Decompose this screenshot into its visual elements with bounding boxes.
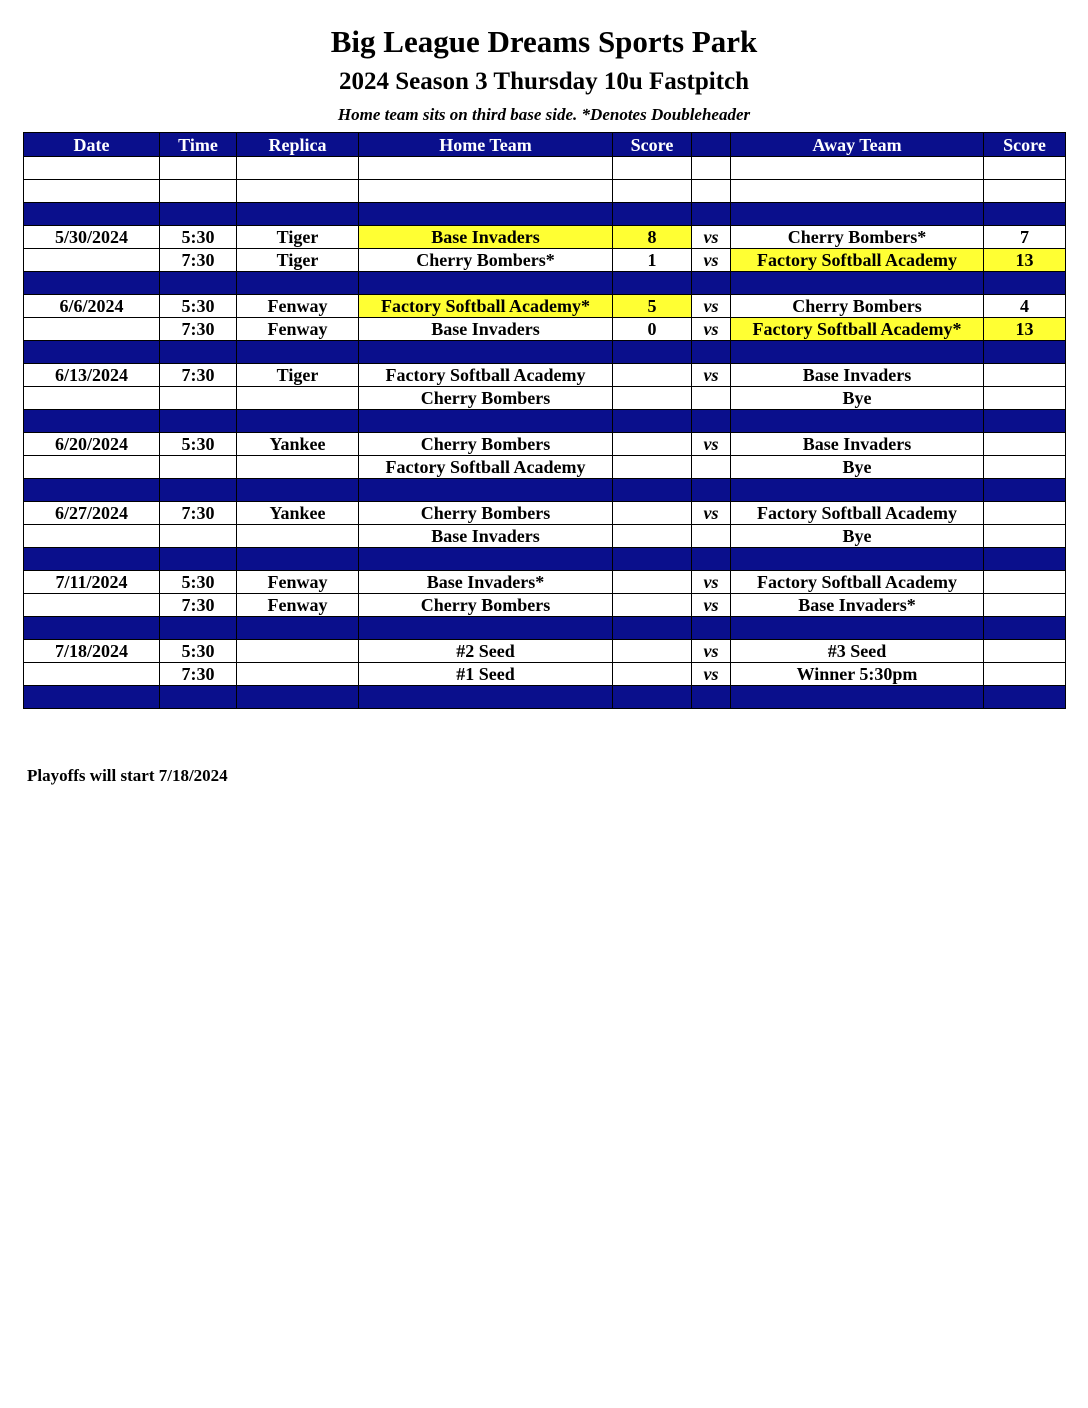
game-replica — [237, 387, 359, 410]
game-time — [160, 387, 237, 410]
away-score — [984, 387, 1066, 410]
page-subtitle: 2024 Season 3 Thursday 10u Fastpitch — [338, 68, 750, 95]
separator-row — [24, 203, 1066, 226]
game-row — [24, 318, 1066, 341]
vs-label: vs — [692, 433, 731, 456]
vs-label: vs — [692, 364, 731, 387]
vs-label: vs — [692, 318, 731, 341]
game-date: 6/13/2024 — [24, 364, 160, 387]
col-replica-header: Replica — [237, 133, 359, 157]
vs-label: vs — [692, 594, 731, 617]
home-team: Base Invaders — [359, 226, 613, 249]
away-score — [984, 640, 1066, 663]
game-time: 7:30 — [160, 663, 237, 686]
game-replica: Yankee — [237, 502, 359, 525]
game-time: 7:30 — [160, 364, 237, 387]
home-team: Base Invaders* — [359, 571, 613, 594]
away-score — [984, 456, 1066, 479]
game-time: 5:30 — [160, 640, 237, 663]
blank-row — [24, 157, 1066, 180]
away-team: Base Invaders — [731, 364, 984, 387]
away-score: 13 — [984, 249, 1066, 272]
home-score — [613, 663, 692, 686]
vs-label: vs — [692, 295, 731, 318]
game-replica: Fenway — [237, 571, 359, 594]
away-team: Base Invaders* — [731, 594, 984, 617]
home-team: Cherry Bombers — [359, 594, 613, 617]
home-score — [613, 456, 692, 479]
home-team: Cherry Bombers — [359, 502, 613, 525]
col-vs-header — [692, 133, 731, 157]
home-team: #1 Seed — [359, 663, 613, 686]
game-time — [160, 456, 237, 479]
game-date: 6/20/2024 — [24, 433, 160, 456]
vs-label: vs — [692, 640, 731, 663]
home-team: Factory Softball Academy — [359, 456, 613, 479]
game-date — [24, 663, 160, 686]
away-team: Base Invaders — [731, 433, 984, 456]
game-date — [24, 387, 160, 410]
game-row — [24, 594, 1066, 617]
game-row — [24, 525, 1066, 548]
home-score — [613, 525, 692, 548]
game-date — [24, 594, 160, 617]
home-team: Cherry Bombers — [359, 387, 613, 410]
away-team: Factory Softball Academy — [731, 571, 984, 594]
game-row — [24, 387, 1066, 410]
away-score — [984, 364, 1066, 387]
away-team: Bye — [731, 387, 984, 410]
game-date — [24, 456, 160, 479]
game-date: 7/18/2024 — [24, 640, 160, 663]
separator-row — [24, 341, 1066, 364]
home-score — [613, 387, 692, 410]
away-score: 4 — [984, 295, 1066, 318]
game-row — [24, 502, 1066, 525]
game-row — [24, 640, 1066, 663]
away-team: Bye — [731, 525, 984, 548]
blank-row — [24, 180, 1066, 203]
game-time: 5:30 — [160, 226, 237, 249]
home-score: 5 — [613, 295, 692, 318]
game-replica: Tiger — [237, 364, 359, 387]
home-team: Cherry Bombers — [359, 433, 613, 456]
away-team: Factory Softball Academy — [731, 502, 984, 525]
game-row — [24, 571, 1066, 594]
game-date: 7/11/2024 — [24, 571, 160, 594]
vs-label — [692, 456, 731, 479]
away-team: #3 Seed — [731, 640, 984, 663]
away-score — [984, 594, 1066, 617]
home-score — [613, 594, 692, 617]
game-date: 5/30/2024 — [24, 226, 160, 249]
vs-label: vs — [692, 571, 731, 594]
home-team: Base Invaders — [359, 318, 613, 341]
col-away-score-header: Score — [984, 133, 1066, 157]
game-row — [24, 663, 1066, 686]
away-team: Bye — [731, 456, 984, 479]
separator-row — [24, 272, 1066, 295]
home-team: Factory Softball Academy* — [359, 295, 613, 318]
col-date-header: Date — [24, 133, 160, 157]
game-replica: Tiger — [237, 226, 359, 249]
game-date: 6/6/2024 — [24, 295, 160, 318]
home-team: Factory Softball Academy — [359, 364, 613, 387]
game-row — [24, 249, 1066, 272]
vs-label: vs — [692, 663, 731, 686]
away-team: Cherry Bombers — [731, 295, 984, 318]
vs-label: vs — [692, 226, 731, 249]
game-row — [24, 456, 1066, 479]
game-row — [24, 295, 1066, 318]
separator-row — [24, 410, 1066, 433]
col-home-header: Home Team — [359, 133, 613, 157]
game-row — [24, 433, 1066, 456]
game-replica: Fenway — [237, 318, 359, 341]
home-score — [613, 640, 692, 663]
game-replica: Fenway — [237, 295, 359, 318]
game-replica: Fenway — [237, 594, 359, 617]
game-time: 7:30 — [160, 318, 237, 341]
game-replica — [237, 456, 359, 479]
home-score: 8 — [613, 226, 692, 249]
home-score — [613, 433, 692, 456]
away-score — [984, 502, 1066, 525]
game-time: 5:30 — [160, 571, 237, 594]
home-score — [613, 364, 692, 387]
game-date — [24, 318, 160, 341]
away-team: Winner 5:30pm — [731, 663, 984, 686]
vs-label — [692, 525, 731, 548]
game-row — [24, 226, 1066, 249]
separator-row — [24, 479, 1066, 502]
game-time — [160, 525, 237, 548]
game-row — [24, 364, 1066, 387]
home-team: Cherry Bombers* — [359, 249, 613, 272]
game-time: 7:30 — [160, 502, 237, 525]
vs-label — [692, 387, 731, 410]
vs-label: vs — [692, 249, 731, 272]
home-score: 0 — [613, 318, 692, 341]
home-score — [613, 571, 692, 594]
home-score: 1 — [613, 249, 692, 272]
game-replica: Yankee — [237, 433, 359, 456]
home-team: #2 Seed — [359, 640, 613, 663]
game-time: 5:30 — [160, 433, 237, 456]
page-title: Big League Dreams Sports Park — [330, 24, 758, 59]
game-replica — [237, 663, 359, 686]
away-score — [984, 663, 1066, 686]
game-time: 5:30 — [160, 295, 237, 318]
col-home-score-header: Score — [613, 133, 692, 157]
separator-row — [24, 617, 1066, 640]
col-away-header: Away Team — [731, 133, 984, 157]
away-team: Factory Softball Academy — [731, 249, 984, 272]
game-time: 7:30 — [160, 594, 237, 617]
schedule-table — [23, 132, 1066, 709]
away-score: 13 — [984, 318, 1066, 341]
schedule-note: Home team sits on third base side. *Denotes Doubleheader — [337, 105, 751, 124]
game-date — [24, 525, 160, 548]
away-score — [984, 571, 1066, 594]
game-replica — [237, 525, 359, 548]
home-team: Base Invaders — [359, 525, 613, 548]
game-date: 6/27/2024 — [24, 502, 160, 525]
away-team: Cherry Bombers* — [731, 226, 984, 249]
header-row — [24, 133, 1066, 157]
away-score: 7 — [984, 226, 1066, 249]
game-replica — [237, 640, 359, 663]
game-time: 7:30 — [160, 249, 237, 272]
home-score — [613, 502, 692, 525]
playoffs-note: Playoffs will start 7/18/2024 — [27, 766, 228, 785]
col-time-header: Time — [160, 133, 237, 157]
game-replica: Tiger — [237, 249, 359, 272]
away-score — [984, 525, 1066, 548]
game-date — [24, 249, 160, 272]
away-team: Factory Softball Academy* — [731, 318, 984, 341]
separator-row — [24, 548, 1066, 571]
vs-label: vs — [692, 502, 731, 525]
away-score — [984, 433, 1066, 456]
separator-row — [24, 686, 1066, 709]
